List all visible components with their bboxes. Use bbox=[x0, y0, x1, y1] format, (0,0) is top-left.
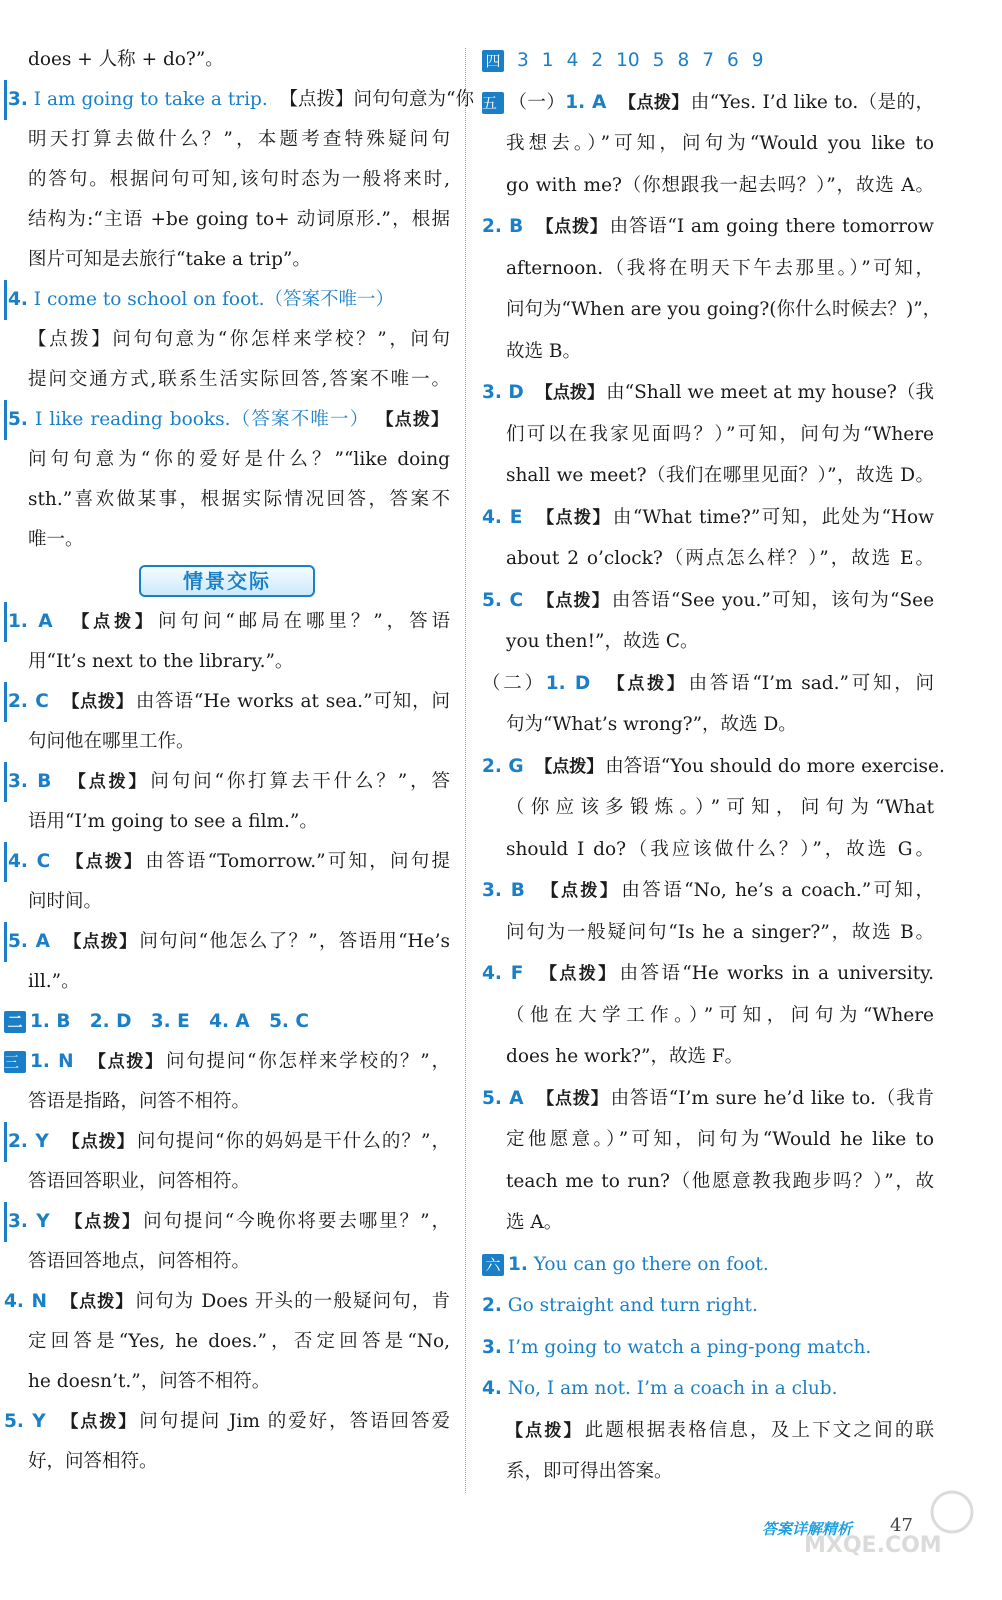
answer-4: 4. I come to school on foot.（答案不唯一） bbox=[4, 280, 450, 320]
text-line: sth.”喜欢做某事，根据实际情况回答，答案不 bbox=[28, 489, 450, 510]
text-line: 句为“What’s wrong?”，故选 D。 bbox=[506, 714, 797, 735]
section-icon: 四 bbox=[482, 50, 504, 72]
qa-item: 3. D 【点拨】 由“Shall we meet at my house?（我 bbox=[482, 382, 935, 403]
text-line: go with me?（你想跟我一起去吗？）”，故选 A。 bbox=[506, 174, 934, 196]
answer-line: 3. I’m going to watch a ping-pong match. bbox=[482, 1336, 872, 1358]
column-divider bbox=[465, 48, 466, 1493]
qa-item: 五 （一）1. A 【点拨】 由“Yes. I’d like to.（是的， bbox=[482, 91, 934, 113]
text-line: 答语是指路，问答不相符。 bbox=[28, 1091, 251, 1112]
qa-item: 4. F 【点拨】 由答语“He works in a university. bbox=[482, 963, 935, 984]
text-line: 故选 B。 bbox=[506, 340, 581, 362]
text-line: 的答句。根据问句可知,该句时态为一般将来时, bbox=[28, 169, 450, 190]
qa-item: 4. C 【点拨】 由答语“Tomorrow.”可知，问句提 bbox=[4, 842, 450, 882]
section-banner-row bbox=[4, 560, 450, 602]
qa-item: 2. C 【点拨】 由答语“He works at sea.”可知，问 bbox=[4, 682, 450, 722]
section-icon: 二 bbox=[4, 1011, 26, 1033]
qa-item: 4. E 【点拨】 由“What time?”可知，此处为“How bbox=[482, 506, 935, 528]
qa-item: 3. B 【点拨】 问句问“你打算去干什么？”，答 bbox=[4, 762, 450, 802]
text-line: 们可以在我家见面吗？）”可知，问句为“Where bbox=[506, 423, 934, 445]
text-line: 明天打算去做什么？”，本题考查特殊疑问句 bbox=[28, 129, 450, 150]
qa-item: 三 1. N 【点拨】 问句提问“你怎样来学校的？”， bbox=[4, 1051, 451, 1072]
answer-3: 3. I am going to take a trip. 【点拨】问句句意为“你 bbox=[4, 80, 450, 120]
text-line: 用“It’s next to the library.”。 bbox=[28, 651, 294, 672]
text-line: afternoon.（我将在明天下午去那里。）”可知， bbox=[506, 257, 934, 279]
text-line: teach me to run?（他愿意教我跑步吗？）”，故 bbox=[506, 1170, 934, 1192]
text-line: 【点拨】问句句意为“你怎样来学校？”，问句 bbox=[28, 329, 450, 350]
answer-line: 4. No, I am not. I’m a coach in a club. bbox=[482, 1378, 838, 1399]
answer-text: I like reading books.（答案不唯一） bbox=[34, 409, 370, 430]
text-line: 结构为:“主语 +be going to+ 动词原形.”，根据 bbox=[28, 209, 450, 230]
answer-text: I come to school on foot.（答案不唯一） bbox=[33, 289, 395, 310]
text-line: 好，问答相符。 bbox=[28, 1451, 158, 1472]
answer-5: 5. I like reading books.（答案不唯一） 【点拨】 bbox=[4, 400, 450, 440]
section-icon: 六 bbox=[482, 1254, 504, 1276]
answer-line: 六 1. You can go there on foot. bbox=[482, 1244, 934, 1286]
text-line: 系，即可得出答案。 bbox=[506, 1461, 673, 1482]
answer-line: 2. Go straight and turn right. bbox=[482, 1295, 758, 1316]
qa-item: 2. B 【点拨】 由答语“I am going there tomorrow bbox=[482, 216, 935, 237]
text-line: 语用“I’m going to see a film.”。 bbox=[28, 811, 318, 832]
section-4-sequence: 四 3 1 4 2 10 5 8 7 6 9 bbox=[482, 40, 934, 82]
qa-item: 3. Y 【点拨】 问句提问“今晚你将要去哪里？”， bbox=[4, 1202, 450, 1242]
text-line: 答语回答地点，问答相符。 bbox=[28, 1251, 251, 1272]
svg-text:MXQE.COM: MXQE.COM bbox=[804, 1533, 942, 1558]
text-line: （他在大学工作。）”可知，问句为“Where bbox=[506, 1004, 934, 1026]
qa-item: 5. Y 【点拨】 问句提问 Jim 的爱好，答语回答爱 bbox=[4, 1411, 450, 1432]
qa-item: 2. G 【点拨】 由答语“You should do more exercise. bbox=[482, 755, 945, 777]
page-number: 47 bbox=[890, 1515, 913, 1536]
text-line: you then!”，故选 C。 bbox=[506, 631, 699, 652]
text-line: 定他愿意。）”可知，问句为“Would he like to bbox=[506, 1129, 934, 1150]
watermark-logo bbox=[800, 1488, 980, 1558]
text-line: 答语回答职业，问答相符。 bbox=[28, 1171, 251, 1192]
right-column bbox=[482, 40, 945, 1493]
qa-item: 1. A 【点拨】 问句问“邮局在哪里？”，答语 bbox=[4, 602, 450, 642]
footer-label: 答案详解精析 bbox=[762, 1520, 853, 1538]
text-line: 我想去。）”可知，问句为“Would you like to bbox=[506, 133, 934, 154]
text-line: shall we meet?（我们在哪里见面？）”，故选 D。 bbox=[506, 465, 934, 486]
text-line: he doesn’t.”，问答不相符。 bbox=[28, 1371, 271, 1392]
qa-item: 2. Y 【点拨】 问句提问“你的妈妈是干什么的？”， bbox=[4, 1122, 450, 1162]
text-line: 问时间。 bbox=[28, 891, 103, 912]
section-2-answers: 二 1. B 2. D 3. E 4. A 5. C bbox=[4, 1002, 450, 1042]
text-line: 定回答是“Yes, he does.”，否定回答是“No, bbox=[28, 1331, 450, 1352]
text-line: does he work?”，故选 F。 bbox=[506, 1046, 744, 1067]
text-line: ill.”。 bbox=[28, 971, 80, 992]
text-line: 句问他在哪里工作。 bbox=[28, 731, 195, 752]
qa-item: 3. B 【点拨】 由答语“No, he’s a coach.”可知， bbox=[482, 880, 935, 901]
qa-item: 5. C 【点拨】 由答语“See you.”可知，该句为“See bbox=[482, 589, 935, 611]
section-icon: 三 bbox=[4, 1051, 26, 1073]
text-line: 提问交通方式,联系生活实际回答,答案不唯一。 bbox=[28, 369, 450, 390]
answer-text: I am going to take a trip. bbox=[33, 89, 268, 110]
text-line: 问句句意为“你的爱好是什么？”“like doing bbox=[28, 449, 450, 470]
qa-item: 5. A 【点拨】 由答语“I’m sure he’d like to.（我肯 bbox=[482, 1087, 934, 1109]
section-icon: 五 bbox=[482, 92, 504, 114]
section-banner: 情景交际 bbox=[139, 565, 315, 597]
qa-item: 4. N 【点拨】 问句为 Does 开头的一般疑问句，肯 bbox=[4, 1291, 451, 1312]
tip-line: 【点拨】 此题根据表格信息，及上下文之间的联 bbox=[506, 1419, 934, 1441]
text-line: 唯一。 bbox=[28, 529, 84, 550]
text-line: （你应该多锻炼。）”可知，问句为“What bbox=[506, 797, 934, 818]
qa-item: 5. A 【点拨】 问句问“他怎么了？”，答语用“He’s bbox=[4, 922, 450, 962]
text-line: 问句为一般疑问句“Is he a singer?”，故选 B。 bbox=[506, 921, 934, 943]
text-line: does + 人称 + do?”。 bbox=[28, 49, 224, 70]
text-line: 选 A。 bbox=[506, 1212, 563, 1233]
qa-item: （二）1. D 【点拨】 由答语“I’m sad.”可知，问 bbox=[482, 672, 935, 694]
text-line: about 2 o’clock?（两点怎么样？）”，故选 E。 bbox=[506, 548, 934, 569]
left-column bbox=[4, 40, 474, 1482]
text-line: should I do?（我应该做什么？）”，故选 G。 bbox=[506, 838, 934, 860]
text-line: 问句为“When are you going?(你什么时候去？)”， bbox=[506, 299, 942, 320]
answer-tip: 【点拨】问句句意为“你 bbox=[279, 89, 474, 110]
text-line: 图片可知是去旅行“take a trip”。 bbox=[28, 249, 311, 270]
